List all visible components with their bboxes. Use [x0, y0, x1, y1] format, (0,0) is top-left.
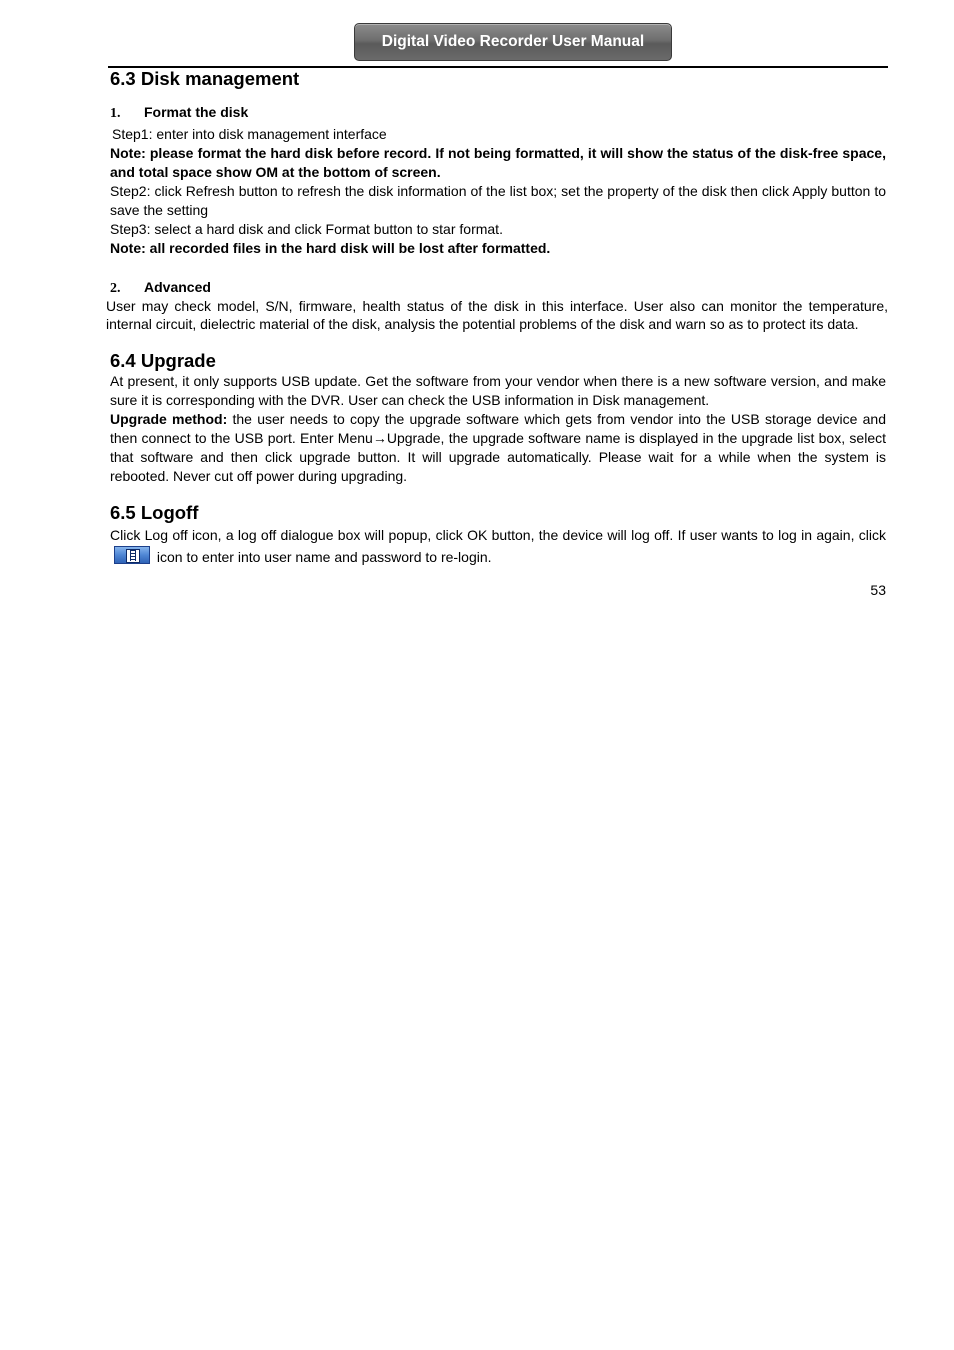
step2-text: Step2: click Refresh button to refresh the disk information of the list box; set the property of the disk then click Apply button to save the setting: [110, 183, 886, 218]
step3-text: Step3: select a hard disk and click Format button to star format.: [110, 221, 503, 237]
login-icon: [114, 546, 150, 564]
logoff-text-before: Click Log off icon, a log off dialogue box will popup, click OK button, the device will log off. If user wants to log in again, click: [110, 527, 886, 543]
section-6-5-title: 6.5 Logoff: [110, 502, 199, 523]
upgrade-method-body: the user needs to copy the upgrade software which gets from vendor into the USB storage device and then connect to the USB port. Enter Menu→Upgrade, the upgrade software name is displayed in the upgrade list box, select that software and then click upgrade button. It will upgrade automatically. Please wait for a while when the system is rebooted. Never cut off power during upgrading.: [110, 411, 886, 484]
logoff-text: [110, 524, 886, 568]
advanced-text: User may check model, S/N, firmware, health status of the disk in this interface. User also can monitor the temperature, internal circuit, dielectric material of the disk, analysis the potential problems of the disk and warn so as to protect its data.: [106, 298, 888, 332]
upgrade-intro-text: At present, it only supports USB update. Get the software from your vendor when there is a new software version, and make sure it is corresponding with the DVR. User can check the USB information in Disk management.: [110, 373, 886, 408]
note-format-before-record: Note: please format the hard disk before record. If not being formatted, it will show the status of the disk-free space, and total space show OM at the bottom of screen.: [110, 145, 886, 180]
note-files-lost: Note: all recorded files in the hard disk will be lost after formatted.: [110, 240, 551, 256]
subhead-advanced: [110, 278, 886, 298]
page-number: 53: [870, 582, 886, 598]
subhead-number: 1.: [110, 106, 121, 121]
subhead-number: 2.: [110, 281, 121, 296]
logoff-text-after: icon to enter into user name and password to re-login.: [153, 549, 492, 565]
subhead-label: Format the disk: [144, 104, 249, 120]
step1-text: Step1: enter into disk management interface: [112, 126, 387, 142]
subhead-label: Advanced: [144, 279, 211, 295]
subhead-format-disk: [110, 103, 886, 123]
header-title-badge: Digital Video Recorder User Manual: [354, 23, 672, 61]
section-6-4-title: 6.4 Upgrade: [110, 350, 216, 371]
section-6-3-title: 6.3 Disk management: [110, 68, 300, 89]
upgrade-method-label: Upgrade method:: [110, 411, 228, 427]
upgrade-method-text: [110, 410, 886, 486]
page-content: [106, 68, 888, 568]
